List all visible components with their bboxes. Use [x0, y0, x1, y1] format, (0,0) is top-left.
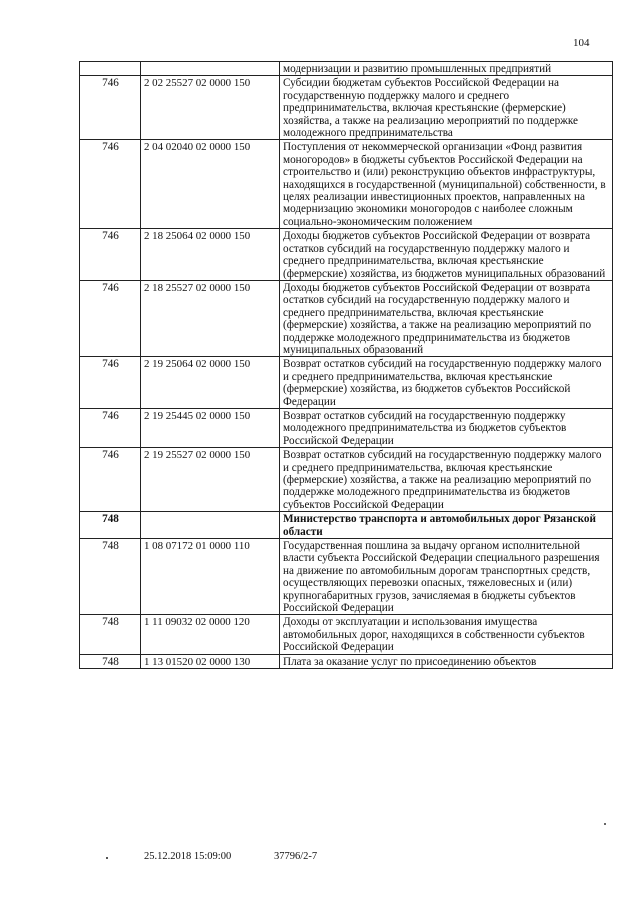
revenue-code-cell	[141, 512, 280, 539]
admin-code-cell: 746	[80, 76, 141, 140]
revenue-code-cell	[141, 62, 280, 76]
revenue-code-cell: 1 13 01520 02 0000 130	[141, 654, 280, 668]
revenue-code-cell: 2 19 25064 02 0000 150	[141, 357, 280, 409]
scan-speck	[106, 857, 108, 859]
admin-code-cell: 746	[80, 357, 141, 409]
table-row	[80, 140, 613, 229]
description-cell: Возврат остатков субсидий на государственную поддержку малого и среднего предпринимательства, включая крестьянские (фермерские) хозяйства, а также на реализацию мероприятий по поддержке молодежного предпринимательства из бюджетов субъектов Российской Федерации	[280, 448, 613, 512]
description-cell: Поступления от некоммерческой организации «Фонд развития моногородов» в бюджеты субъектов Российской Федерации на строительство и (или) реконструкцию объектов инфраструктуры, находящихся в государственной (муниципальной) собственности, в целях реализации инвестиционных проектов, направленных на модернизацию экономики моногородов с наиболее сложным социально-экономическим положением	[280, 140, 613, 229]
description-cell: Министерство транспорта и автомобильных дорог Рязанской области	[280, 512, 613, 539]
section-header-row	[80, 512, 613, 539]
table-row	[80, 539, 613, 615]
table-row	[80, 280, 613, 356]
table-row	[80, 448, 613, 512]
description-cell: Доходы бюджетов субъектов Российской Федерации от возврата остатков субсидий на государственную поддержку малого и среднего предпринимательства, включая крестьянские (фермерские) хозяйства, а также на реализацию мероприятий по поддержке молодежного предпринимательства из бюджетов муниципальных образований	[280, 280, 613, 356]
revenue-code-table	[79, 61, 613, 669]
footer-doc-id: 37796/2-7	[274, 851, 318, 862]
revenue-code-cell: 1 08 07172 01 0000 110	[141, 539, 280, 615]
table-body	[80, 62, 613, 669]
table-row	[80, 62, 613, 76]
revenue-code-cell: 1 11 09032 02 0000 120	[141, 615, 280, 654]
description-cell: Возврат остатков субсидий на государственную поддержку молодежного предпринимательства из бюджетов субъектов Российской Федерации	[280, 408, 613, 447]
admin-code-cell: 748	[80, 512, 141, 539]
revenue-code-cell: 2 04 02040 02 0000 150	[141, 140, 280, 229]
description-cell: Субсидии бюджетам субъектов Российской Федерации на государственную поддержку малого и среднего предпринимательства, включая крестьянские (фермерские) хозяйства, а также на реализацию мероприятий по поддержке молодежного предпринимательства	[280, 76, 613, 140]
description-cell: Государственная пошлина за выдачу органом исполнительной власти субъекта Российской Федерации специального разрешения на движение по автомобильным дорогам транспортных средств, осуществляющих перевозки опасных, тяжеловесных и (или) крупногабаритных грузов, зачисляемая в бюджеты субъектов Российской Федерации	[280, 539, 613, 615]
description-cell: Возврат остатков субсидий на государственную поддержку малого и среднего предпринимательства, включая крестьянские (фермерские) хозяйства, из бюджетов субъектов Российской Федерации	[280, 357, 613, 409]
revenue-code-cell: 2 02 25527 02 0000 150	[141, 76, 280, 140]
table-row	[80, 229, 613, 281]
revenue-code-cell: 2 18 25527 02 0000 150	[141, 280, 280, 356]
admin-code-cell: 746	[80, 448, 141, 512]
table-row	[80, 615, 613, 654]
admin-code-cell: 748	[80, 654, 141, 668]
admin-code-cell: 746	[80, 280, 141, 356]
admin-code-cell: 746	[80, 229, 141, 281]
table-row	[80, 654, 613, 668]
page-number: 104	[573, 37, 590, 49]
description-cell: Доходы от эксплуатации и использования имущества автомобильных дорог, находящихся в собственности субъектов Российской Федерации	[280, 615, 613, 654]
table-row	[80, 76, 613, 140]
footer-date: 25.12.2018 15:09:00	[144, 851, 232, 862]
description-cell: Доходы бюджетов субъектов Российской Федерации от возврата остатков субсидий на государственную поддержку малого и среднего предпринимательства, включая крестьянские (фермерские) хозяйства, из бюджетов муниципальных образований	[280, 229, 613, 281]
admin-code-cell: 746	[80, 140, 141, 229]
description-cell: Плата за оказание услуг по присоединению объектов	[280, 654, 613, 668]
admin-code-cell	[80, 62, 141, 76]
admin-code-cell: 746	[80, 408, 141, 447]
admin-code-cell: 748	[80, 539, 141, 615]
admin-code-cell: 748	[80, 615, 141, 654]
scan-speck	[604, 823, 606, 825]
revenue-code-cell: 2 19 25527 02 0000 150	[141, 448, 280, 512]
table-row	[80, 408, 613, 447]
revenue-code-cell: 2 19 25445 02 0000 150	[141, 408, 280, 447]
revenue-code-cell: 2 18 25064 02 0000 150	[141, 229, 280, 281]
table-row	[80, 357, 613, 409]
description-cell: модернизации и развитию промышленных предприятий	[280, 62, 613, 76]
